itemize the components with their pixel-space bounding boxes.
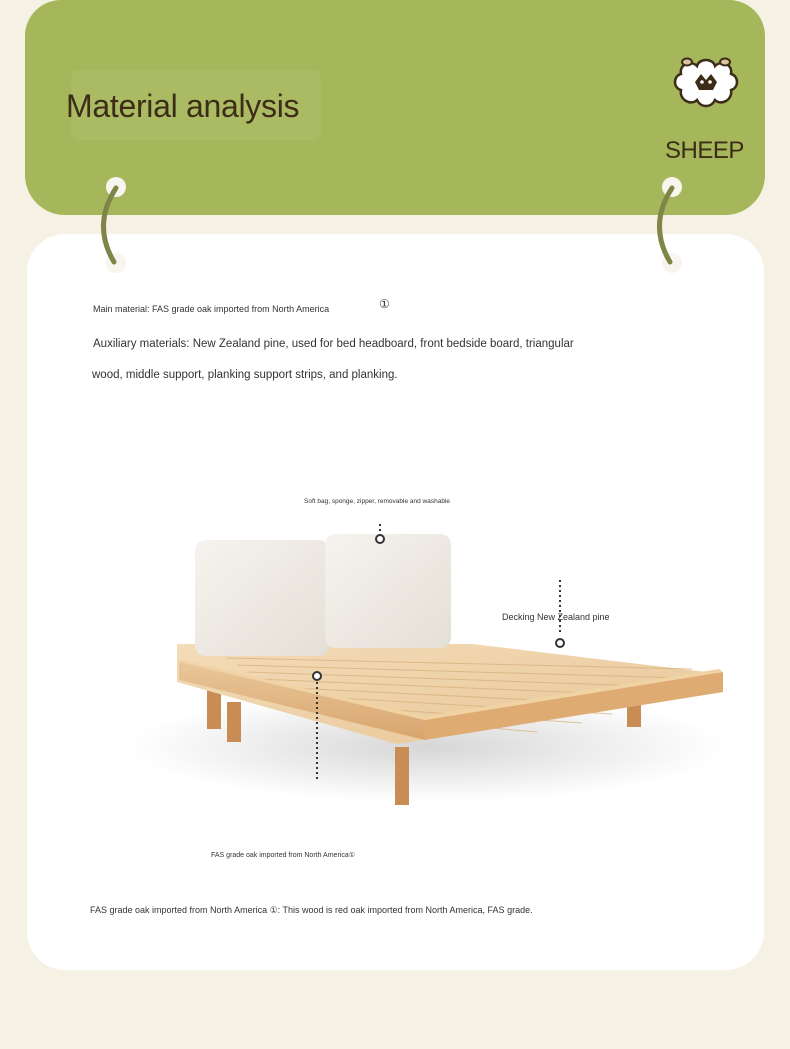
auxiliary-materials-line-2: wood, middle support, planking support strips, and planking. xyxy=(92,369,398,381)
circled-number-marker: ① xyxy=(379,297,390,311)
callout-soft-bag: Soft bag, sponge, zipper, removable and washable xyxy=(304,498,450,505)
page-title: Material analysis xyxy=(66,88,300,124)
bed-illustration xyxy=(107,522,747,852)
callout-fas-oak: FAS grade oak imported from North America① xyxy=(211,852,355,859)
auxiliary-materials-line-1: Auxiliary materials: New Zealand pine, used for bed headboard, front bedside board, triangular xyxy=(93,338,574,350)
callout-decking: Decking New Zealand pine xyxy=(502,612,610,622)
brand-name: SHEEP xyxy=(665,137,744,164)
binder-ring-left-icon xyxy=(96,175,136,275)
binder-ring-right-icon xyxy=(652,175,692,275)
footnote-text: FAS grade oak imported from North America ①: This wood is red oak imported from North America, FAS grade. xyxy=(90,905,533,915)
sheep-logo-icon xyxy=(671,52,741,112)
content-card xyxy=(27,234,764,970)
main-material-text: Main material: FAS grade oak imported from North America xyxy=(93,304,330,314)
